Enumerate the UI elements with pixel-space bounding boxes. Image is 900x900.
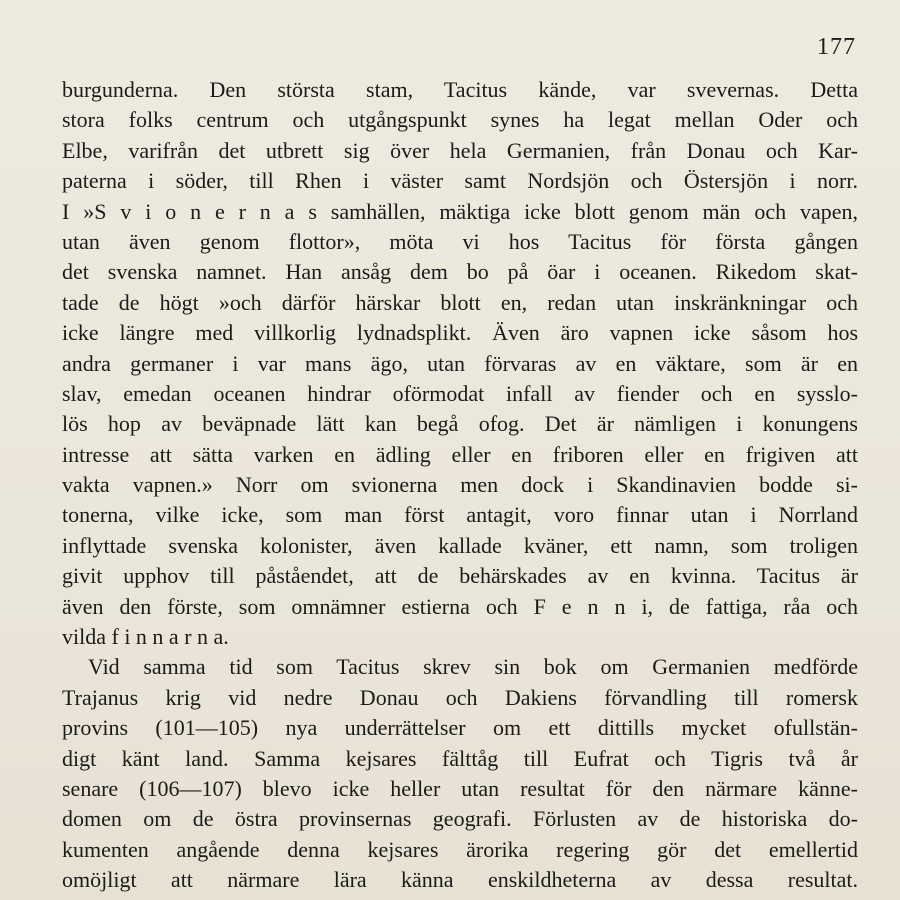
text-line: lös hop av beväpnade lätt kan begå ofog. Det är nämligen i konungens [62,411,858,437]
text-line: inflyttade svenska kolonister, även kallade kväner, ett namn, som troligen [62,532,858,558]
text-line: tonerna, vilke icke, som man först antagit, voro finnar utan i Norrland [62,502,858,528]
text-line: utan även genom flottor», möta vi hos Tacitus för första gången [62,228,858,254]
text-line: tade de högt »och därför härskar blott en, redan utan inskränkningar och [62,289,858,315]
text-line: Elbe, varifrån det utbrett sig över hela Germanien, från Donau och Kar- [62,137,858,163]
text-line: det svenska namnet. Han ansåg dem bo på öar i oceanen. Rikedom skat- [62,259,858,285]
text-line: vilda f i n n a r n a. [62,624,229,650]
text-line: domen om de östra provinsernas geografi. Förlusten av de historiska do- [62,806,858,832]
text-line: Trajanus krig vid nedre Donau och Dakiens förvandling till romersk [62,684,858,710]
text-line: även den förste, som omnämner estierna och F e n n i, de fattiga, råa och [62,593,858,619]
body-text [62,75,858,896]
text-line: slav, emedan oceanen hindrar oförmodat infall av fiender och en sysslo- [62,380,858,406]
text-line: icke längre med villkorlig lydnadsplikt. Även äro vapnen icke såsom hos [62,320,858,346]
text-line: omöjligt att närmare lära känna enskildheterna av dessa resultat. [62,867,858,893]
text-line: andra germaner i var mans ägo, utan förvaras av en väktare, som är en [62,350,858,376]
text-line: vakta vapnen.» Norr om svionerna men dock i Skandinavien bodde si- [62,472,858,498]
paragraph-first-line: Vid samma tid som Tacitus skrev sin bok om Germanien medförde [88,654,858,680]
text-line: I »S v i o n e r n a s samhällen, mäktiga icke blott genom män och vapen, [62,198,858,224]
text-line: burgunderna. Den största stam, Tacitus kände, var svevernas. Detta [62,77,858,102]
text-line: senare (106—107) blevo icke heller utan resultat för den närmare känne- [62,775,858,801]
text-line: stora folks centrum och utgångspunkt synes ha legat mellan Oder och [62,107,858,133]
text-line: intresse att sätta varken en ädling eller en friboren eller en frigiven att [62,441,858,467]
page-number: 177 [817,34,856,60]
text-line: provins (101—105) nya underrättelser om ett dittills mycket ofullstän- [62,715,858,741]
text-line: kumenten angående denna kejsares ärorika regering gör det emellertid [62,836,858,862]
text-line: givit upphov till påståendet, att de behärskades av en kvinna. Tacitus är [62,563,858,589]
text-line: paterna i söder, till Rhen i väster samt Nordsjön och Östersjön i norr. [62,168,858,194]
text-line: digt känt land. Samma kejsares fälttåg till Eufrat och Tigris två år [62,745,858,771]
